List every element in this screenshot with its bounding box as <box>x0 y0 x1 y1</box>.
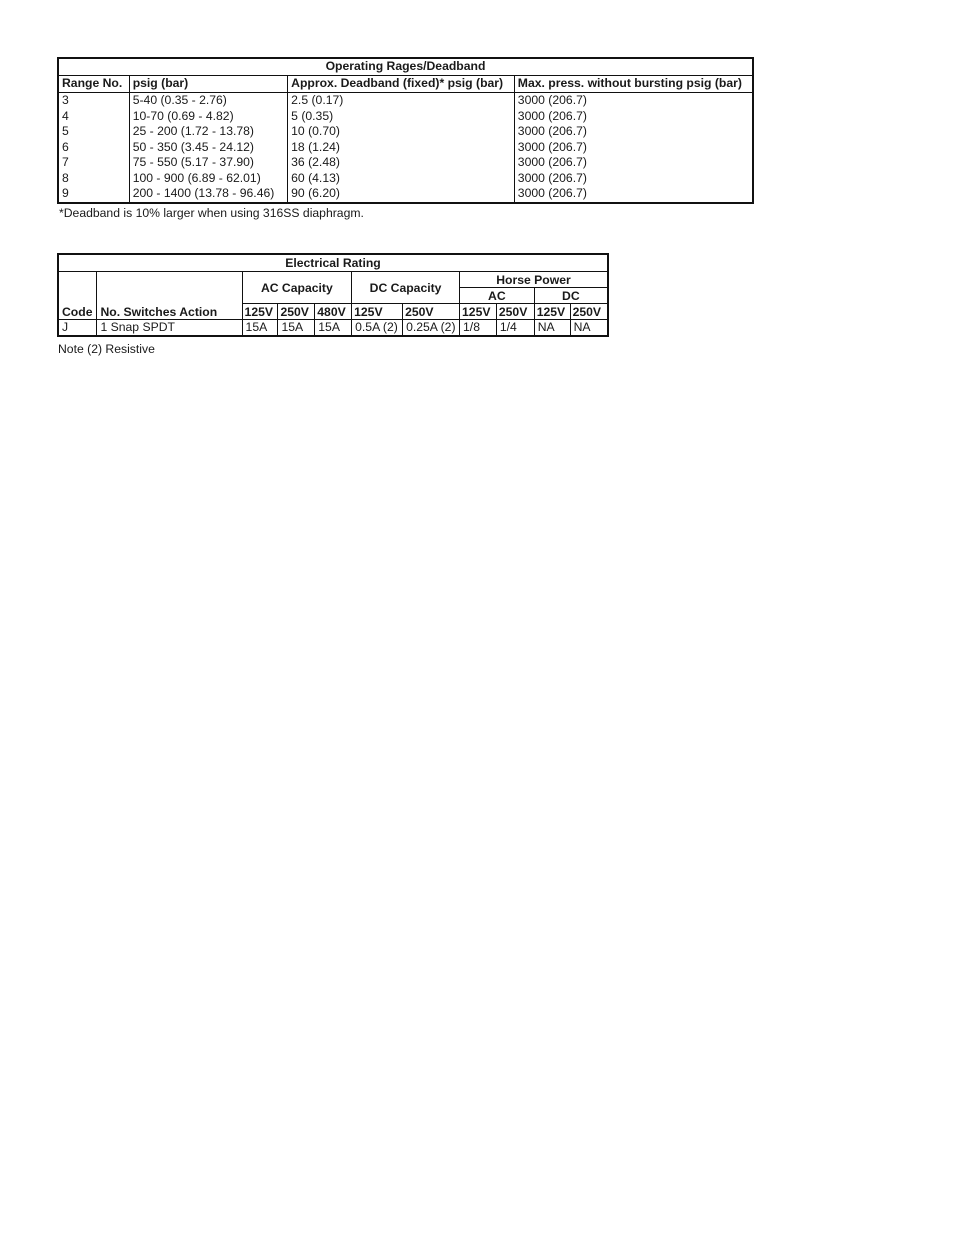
range-no-cell: 5 <box>62 124 69 138</box>
table-row <box>58 140 753 156</box>
table-row <box>58 186 753 203</box>
dc-125v-cell: 0.5A (2) <box>352 320 403 337</box>
hp-ac-250v-header: 250V <box>496 304 534 320</box>
max-pressure-cell: 3000 (206.7) <box>514 155 753 171</box>
dc-capacity-header: DC Capacity <box>352 272 460 304</box>
max-pressure-cell: 3000 (206.7) <box>514 186 753 203</box>
hp-ac-125v-cell: 1/8 <box>460 320 497 337</box>
table-row <box>58 93 753 109</box>
range-no-cell: 4 <box>62 108 69 123</box>
ac-480v-cell: 15A <box>315 320 352 337</box>
deadband-header: Approx. Deadband (fixed)* psig (bar) <box>288 76 515 93</box>
dc-250v-cell: 0.25A (2) <box>403 320 460 337</box>
hp-dc-125v-header: 125V <box>534 304 570 320</box>
psig-cell: 100 - 900 (6.89 - 62.01) <box>129 171 287 187</box>
ac-250v-header: 250V <box>278 304 315 320</box>
psig-cell: 200 - 1400 (13.78 - 96.46) <box>129 186 287 203</box>
ac-250v-cell: 15A <box>278 320 315 337</box>
deadband-cell: 18 (1.24) <box>288 140 515 156</box>
range-no-cell: 7 <box>62 155 69 169</box>
ac-125v-cell: 15A <box>242 320 278 337</box>
deadband-cell: 90 (6.20) <box>288 186 515 203</box>
psig-cell: 10-70 (0.69 - 4.82) <box>129 109 287 125</box>
operating-ranges-caption: Operating Rages/Deadband <box>58 58 753 76</box>
code-header: Code <box>58 272 97 320</box>
deadband-cell: 5 (0.35) <box>288 109 515 125</box>
psig-cell: 50 - 350 (3.45 - 24.12) <box>129 140 287 156</box>
hp-dc-250v-cell: NA <box>570 320 608 337</box>
range-no-header: Range No. <box>58 76 129 93</box>
switches-header: No. Switches Action <box>97 272 242 320</box>
psig-cell: 25 - 200 (1.72 - 13.78) <box>129 124 287 140</box>
psig-cell: 5-40 (0.35 - 2.76) <box>129 93 287 109</box>
electrical-rating-table <box>57 253 609 337</box>
range-no-cell: 9 <box>62 186 69 200</box>
horse-power-header: Horse Power <box>460 272 608 288</box>
max-pressure-cell: 3000 (206.7) <box>514 124 753 140</box>
psig-cell: 75 - 550 (5.17 - 37.90) <box>129 155 287 171</box>
hp-ac-250v-cell: 1/4 <box>496 320 534 337</box>
resistive-note: Note (2) Resistive <box>58 342 155 356</box>
table-row <box>58 155 753 171</box>
deadband-cell: 2.5 (0.17) <box>288 93 515 109</box>
deadband-cell: 36 (2.48) <box>288 155 515 171</box>
range-no-cell: 6 <box>62 139 69 154</box>
table-row <box>58 109 753 125</box>
max-pressure-cell: 3000 (206.7) <box>514 109 753 125</box>
hp-dc-250v-header: 250V <box>570 304 608 320</box>
psig-header: psig (bar) <box>129 76 287 93</box>
dc-250v-header: 250V <box>403 304 460 320</box>
table-row <box>58 124 753 140</box>
max-pressure-cell: 3000 (206.7) <box>514 93 753 109</box>
hp-ac-125v-header: 125V <box>460 304 497 320</box>
code-cell: J <box>58 320 97 337</box>
range-no-cell: 3 <box>62 93 69 107</box>
hp-dc-125v-cell: NA <box>534 320 570 337</box>
ac-capacity-header: AC Capacity <box>242 272 352 304</box>
electrical-rating-caption: Electrical Rating <box>58 254 608 272</box>
table-row <box>58 320 608 337</box>
dc-125v-header: 125V <box>352 304 403 320</box>
ac-480v-header: 480V <box>315 304 352 320</box>
switches-cell: 1 Snap SPDT <box>97 320 242 337</box>
hp-dc-header: DC <box>534 288 608 304</box>
operating-ranges-table <box>57 57 754 204</box>
hp-ac-header: AC <box>460 288 535 304</box>
max-pressure-cell: 3000 (206.7) <box>514 140 753 156</box>
range-no-cell: 8 <box>62 170 69 185</box>
ac-125v-header: 125V <box>242 304 278 320</box>
max-pressure-cell: 3000 (206.7) <box>514 171 753 187</box>
max-pressure-header: Max. press. without bursting psig (bar) <box>514 76 753 93</box>
deadband-cell: 60 (4.13) <box>288 171 515 187</box>
table-row <box>58 171 753 187</box>
deadband-footnote: *Deadband is 10% larger when using 316SS diaphragm. <box>59 206 364 220</box>
deadband-cell: 10 (0.70) <box>288 124 515 140</box>
